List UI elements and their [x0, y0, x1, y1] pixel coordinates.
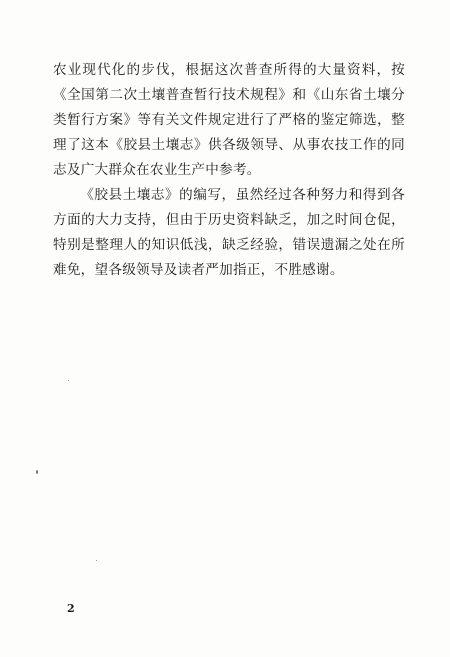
- paragraph-1: 农业现代化的步伐，根据这次普查所得的大量资料，按《全国第二次土壤普查暂行技术规程》和《山东省土壤分类暂行方案》等有关文件规定进行了严格的鉴定筛选，整理了这本《胶县土壤志》供各级领导、从事农技工作的同志及广大群众在农业生产中参考。: [53, 62, 405, 178]
- scan-speck: [68, 380, 69, 381]
- paragraph-2: 《胶县土壤志》的编写，虽然经过各种努力和得到各方面的大力支持，但由于历史资料缺乏，加之时间仓促，特别是整理人的知识低浅，缺乏经验，错误遗漏之处在所难免，望各级领导及读者严加指正，不胜感谢。: [53, 187, 405, 278]
- scan-speck: [96, 560, 97, 561]
- scan-speck: [36, 470, 38, 474]
- body-text: [53, 58, 405, 283]
- page-number: 2: [67, 602, 75, 615]
